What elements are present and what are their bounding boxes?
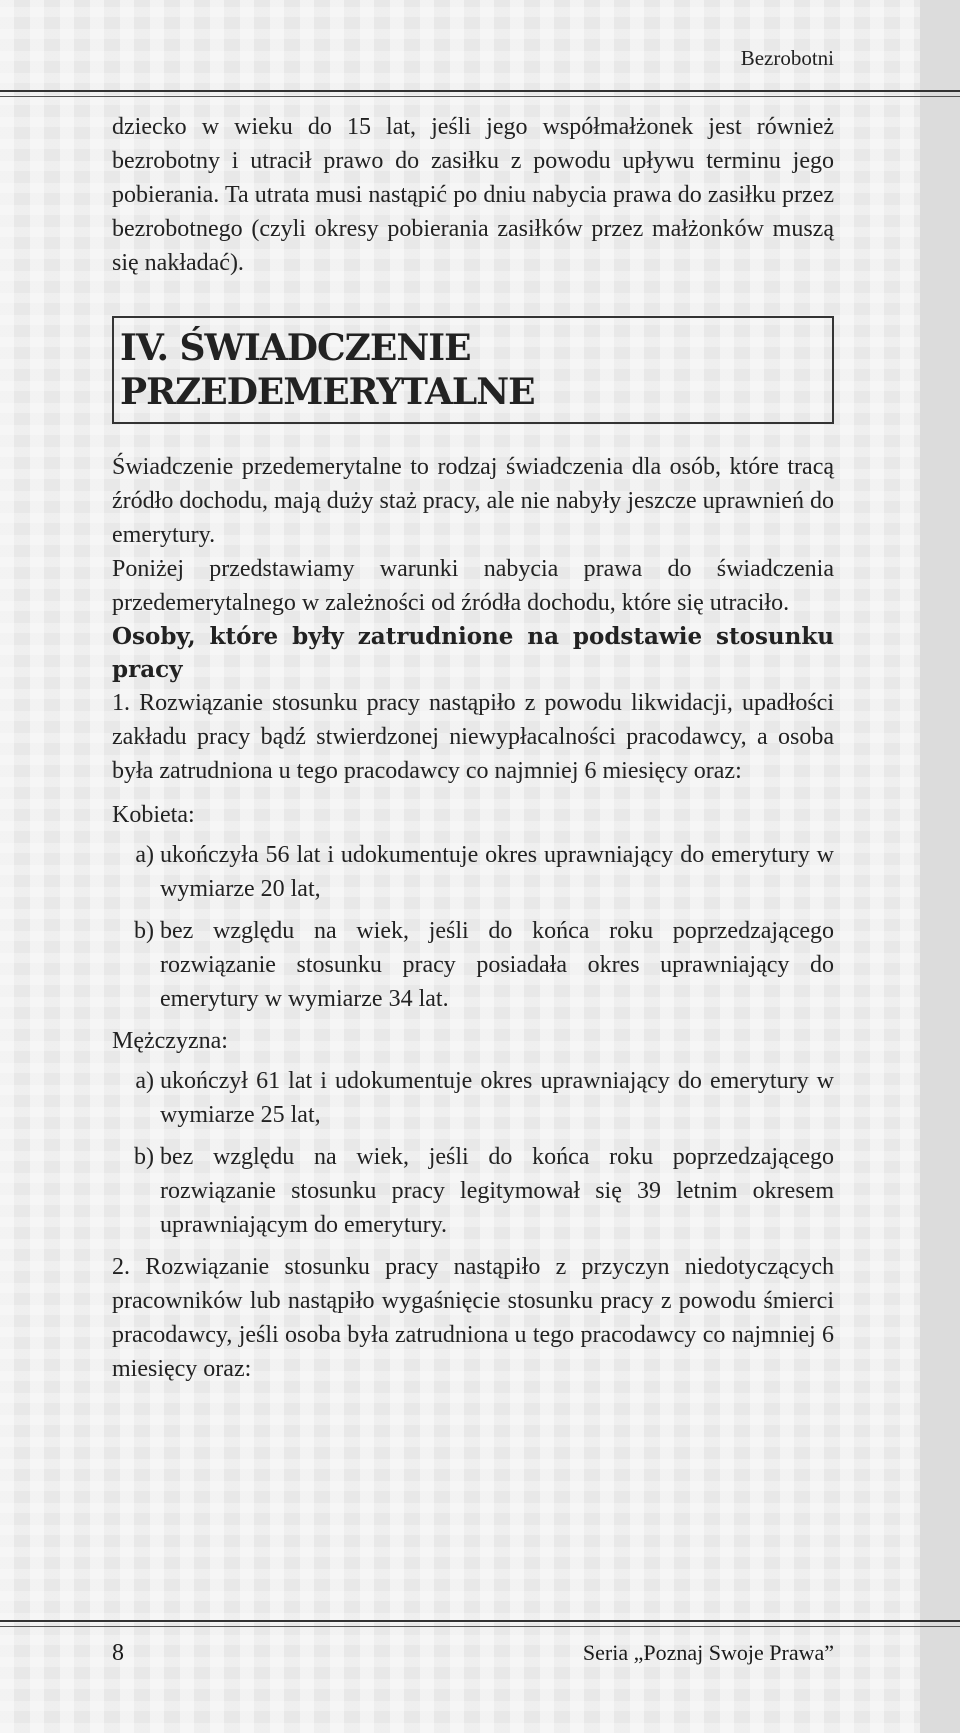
women-label: Kobieta:	[112, 802, 195, 828]
list-item-text: bez względu na wiek, jeśli do końca roku poprzedzającego rozwiązanie stosunku pracy legitymował się 39 letnim okresem uprawniającym do emerytury.	[160, 1144, 834, 1238]
list-marker: a)	[135, 1068, 154, 1094]
section-title: IV. ŚWIADCZENIE PRZEDEMERYTALNE	[112, 316, 834, 424]
list-item-text: ukończył 61 lat i udokumentuje okres uprawniający do emerytury w wymiarze 25 lat,	[160, 1068, 834, 1128]
point-2: 2. Rozwiązanie stosunku pracy nastąpiło z przyczyn niedotyczących pracowników lub nastąpiło wygaśnięcie stosunku pracy z powodu śmierci pracodawcy, jeśli osoba była zatrudniona u tego pracodawcy co najmniej 6 miesięcy oraz:	[112, 1254, 834, 1382]
list-marker: b)	[134, 1144, 154, 1170]
paragraph-definition: Świadczenie przedemerytalne to rodzaj świadczenia dla osób, które tracą źródło dochodu, mają duży staż pracy, ale nie nabyły jeszcze uprawnień do emerytury.	[112, 454, 834, 548]
header-rule	[0, 90, 960, 92]
list-item	[112, 1064, 834, 1132]
page-number: 8	[112, 1640, 124, 1666]
subheading-employment: Osoby, które były zatrudnione na podstawie stosunku pracy	[112, 623, 834, 683]
series-title: Seria „Poznaj Swoje Prawa”	[582, 1640, 834, 1665]
list-item	[112, 1140, 834, 1242]
list-item-text: bez względu na wiek, jeśli do końca roku poprzedzającego rozwiązanie stosunku pracy posiadała okres uprawniający do emerytury w wymiarze 34 lat.	[160, 918, 834, 1012]
intro-paragraph: dziecko w wieku do 15 lat, jeśli jego współmałżonek jest również bezrobotny i utracił prawo do zasiłku z powodu upływu terminu jego pobierania. Ta utrata musi nastąpić po dniu nabycia prawa do zasiłku przez bezrobotnego (czyli okresy pobierania zasiłków przez małżonków muszą się nakładać).	[112, 114, 834, 276]
list-marker: b)	[134, 918, 154, 944]
list-item	[112, 914, 834, 1016]
running-header: Bezrobotni	[740, 46, 834, 70]
list-item	[112, 838, 834, 906]
footer-rule-thin	[0, 1626, 960, 1627]
paragraph-conditions: Poniżej przedstawiamy warunki nabycia prawa do świadczenia przedemerytalnego w zależności od źródła dochodu, które się utraciło.	[112, 556, 834, 616]
main-content	[112, 110, 834, 1386]
header-rule-thin	[0, 96, 960, 97]
list-item-text: ukończyła 56 lat i udokumentuje okres uprawniający do emerytury w wymiarze 20 lat,	[160, 842, 834, 902]
men-label: Mężczyzna:	[112, 1028, 228, 1054]
footer-rule	[0, 1620, 960, 1622]
list-marker: a)	[135, 842, 154, 868]
point-1: 1. Rozwiązanie stosunku pracy nastąpiło z powodu likwidacji, upadłości zakładu pracy bądź stwierdzonej niewypłacalności pracodawcy, a osoba była zatrudniona u tego pracodawcy co najmniej 6 miesięcy oraz:	[112, 690, 834, 784]
